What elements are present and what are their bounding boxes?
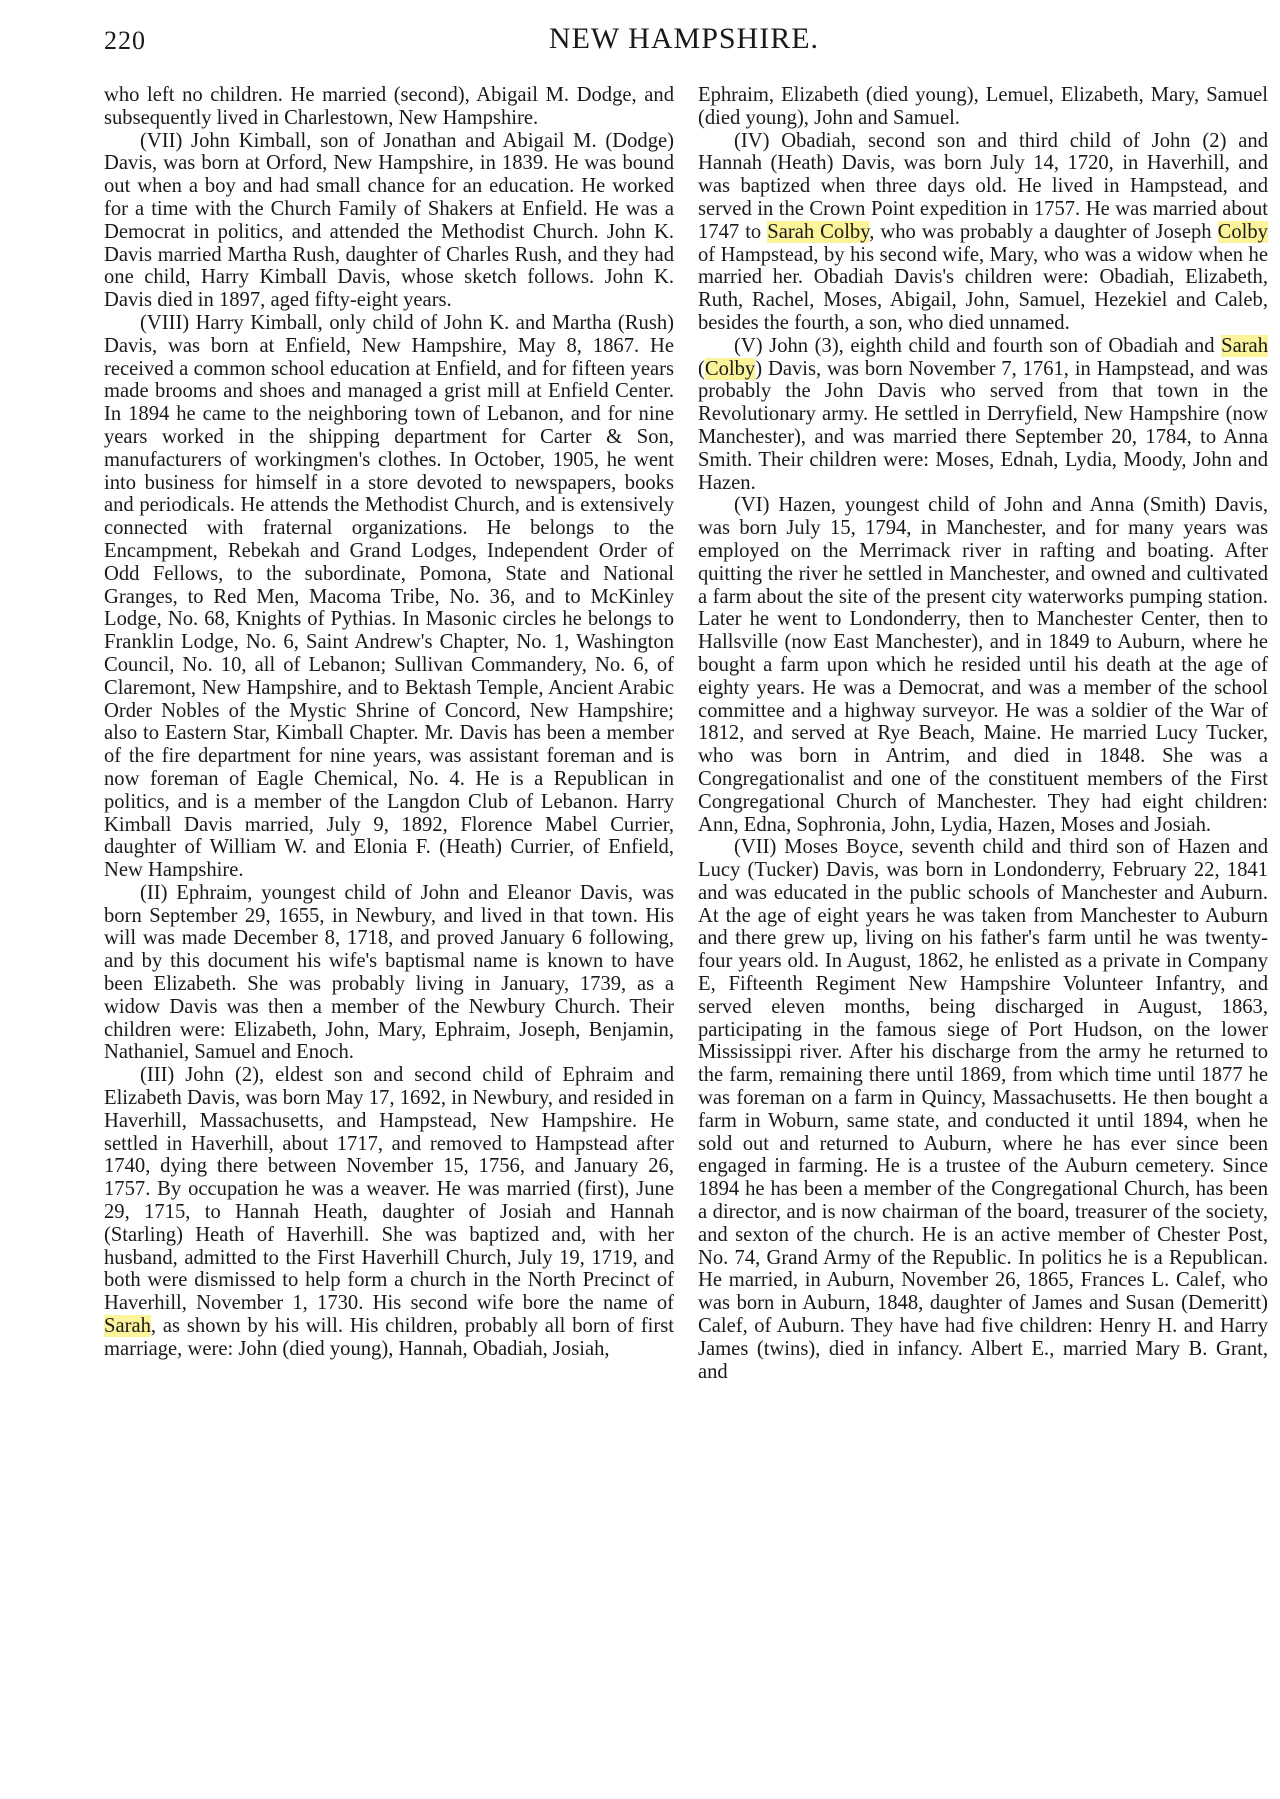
text-run: , who was probably a daughter of Joseph: [869, 220, 1212, 243]
paragraph: (VII) Moses Boyce, seventh child and third son of Hazen and Lucy (Tucker) Davis, was born in Londonderry, February 22, 1841 and was educated in the public schools of Manchester and Auburn. At the age of eight years he was taken from Manchester to Auburn and there grew up, living on his father's farm until he was twenty-four years old. In August, 1862, he enlisted as a private in Company E, Fifteenth Regiment New Hampshire Volunteer Infantry, and served eleven months, being discharged in August, 1863, participating in the famous siege of Port Hudson, on the lower Mississippi river. After his discharge from the army he returned to the farm, remaining there until 1869, from which time until 1877 he was foreman on a farm in Quincy, Massachusetts. He then bought a farm in Woburn, same state, and conducted it until 1894, when he sold out and returned to Auburn, where he has ever since been engaged in farming. He is a trustee of the Auburn cemetery. Since 1894 he has been a member of the Congregational Church, has been a director, and is now chairman of the board, treasurer of the society, and sexton of the church. He is an active member of Chester Post, No. 74, Grand Army of the Republic. In politics he is a Republican. He married, in Auburn, November 26, 1865, Frances L. Calef, who was born in Auburn, 1848, daughter of James and Susan (Demeritt) Calef, of Auburn. They have had five children: Henry H. and Harry James (twins), died in infancy. Albert E., married Mary B. Grant, and: [698, 836, 1268, 1383]
running-head: NEW HAMPSHIRE.: [548, 22, 820, 55]
right-column: [698, 84, 1268, 1383]
highlighted-name: Sarah: [1221, 334, 1268, 357]
paragraph: (VIII) Harry Kimball, only child of John K. and Martha (Rush) Davis, was born at Enfield, New Hampshire, May 8, 1867. He received a common school education at Enfield, and for fifteen years made brooms and shoes and managed a grist mill at Enfield Center. In 1894 he came to the neighboring town of Lebanon, and for nine years worked in the shipping department for Carter & Son, manufacturers of workingmen's clothes. In October, 1905, he went into business for himself in a store devoted to newspapers, books and periodicals. He attends the Methodist Church, and is extensively connected with fraternal organizations. He belongs to the Encampment, Rebekah and Grand Lodges, Independent Order of Odd Fellows, to the subordinate, Pomona, State and National Granges, to Red Men, Macoma Tribe, No. 36, and to McKinley Lodge, No. 68, Knights of Pythias. In Masonic circles he belongs to Franklin Lodge, No. 6, Saint Andrew's Chapter, No. 1, Washington Council, No. 10, all of Lebanon; Sullivan Commandery, No. 6, of Claremont, New Hampshire, and to Bektash Temple, Ancient Arabic Order Nobles of the Mystic Shrine of Concord, New Hampshire; also to Eastern Star, Kimball Chapter. Mr. Davis has been a member of the fire department for nine years, was assistant foreman and is now foreman of Eagle Chemical, No. 4. He is a Republican in politics, and is a member of the Langdon Club of Lebanon. Harry Kimball Davis married, July 9, 1892, Florence Mabel Currier, daughter of William W. and Elonia F. (Heath) Currier, of Enfield, New Hampshire.: [104, 311, 674, 882]
highlighted-name: Sarah Colby: [767, 220, 870, 243]
paragraph: [698, 335, 1268, 495]
text-run: ) Davis, was born November 7, 1761, in Hampstead, and was probably the John Davis who served from that town in the Revolutionary army. He settled in Derryfield, New Hampshire (now Manchester), and was married there September 20, 1784, to Anna Smith. Their children were: Moses, Ednah, Lydia, Moody, John and Hazen.: [698, 357, 1268, 494]
paragraph: (VII) John Kimball, son of Jonathan and Abigail M. (Dodge) Davis, was born at Orford, New Hampshire, in 1839. He was bound out when a boy and had small chance for an education. He worked for a time with the Church Family of Shakers at Enfield. He was a Democrat in politics, and attended the Methodist Church. John K. Davis married Martha Rush, daughter of Charles Rush, and they had one child, Harry Kimball Davis, whose sketch follows. John K. Davis died in 1897, aged fifty-eight years.: [104, 129, 674, 312]
paragraph: (II) Ephraim, youngest child of John and Eleanor Davis, was born September 29, 1655, in Newbury, and lived in that town. His will was made December 8, 1718, and proved January 6 following, and by this document his wife's baptismal name is known to have been Elizabeth. She was probably living in January, 1739, as a widow Davis was then a member of the Newbury Church. Their children were: Elizabeth, John, Mary, Ephraim, Joseph, Benjamin, Nathaniel, Samuel and Enoch.: [104, 881, 674, 1064]
left-column: [104, 84, 674, 1361]
text-run: (V) John (3), eighth child and fourth son of Obadiah and: [734, 334, 1215, 357]
paragraph: who left no children. He married (second), Abigail M. Dodge, and subsequently lived in Charlestown, New Hampshire.: [104, 84, 674, 129]
highlighted-name: Colby: [1217, 220, 1268, 243]
text-run: (: [698, 357, 705, 380]
text-run: (III) John (2), eldest son and second child of Ephraim and Elizabeth Davis, was born May 17, 1692, in Newbury, and resided in Haverhill, Massachusetts, and Hampstead, New Hampshire. He settled in Haverhill, about 1717, and removed to Hampstead after 1740, dying there between November 15, 1756, and January 26, 1757. By occupation he was a weaver. He was married (first), June 29, 1715, to Hannah Heath, daughter of Josiah and Hannah (Starling) Heath of Haverhill. She was baptized and, with her husband, admitted to the First Haverhill Church, July 19, 1719, and both were dismissed to help form a church in the North Precinct of Haverhill, November 1, 1730. His second wife bore the name of: [104, 1064, 674, 1315]
text-run: of Hampstead, by his second wife, Mary, who was a widow when he married her. Obadiah Davis's children were: Obadiah, Elizabeth, Ruth, Rachel, Moses, Abigail, John, Samuel, Hezekiel and Caleb, besides the fourth, a son, who died unnamed.: [698, 243, 1268, 334]
paragraph: [698, 130, 1268, 335]
page-number: 220: [104, 26, 146, 55]
paragraph: [104, 1064, 674, 1360]
page-header: [104, 22, 1264, 62]
text-run: , as shown by his will. His children, probably all born of first marriage, were: John (died young), Hannah, Obadiah, Josiah,: [104, 1315, 674, 1360]
highlighted-name: Sarah: [104, 1315, 151, 1338]
paragraph: Ephraim, Elizabeth (died young), Lemuel, Elizabeth, Mary, Samuel (died young), John and Samuel.: [698, 84, 1268, 129]
highlighted-name: Colby: [704, 357, 756, 380]
paragraph: (VI) Hazen, youngest child of John and Anna (Smith) Davis, was born July 15, 1794, in Manchester, and for many years was employed on the Merrimack river in rafting and boating. After quitting the river he settled in Manchester, and owned and cultivated a farm about the site of the present city waterworks pumping station. Later he went to Londonderry, then to Manchester Center, then to Hallsville (now East Manchester), and in 1849 to Auburn, where he bought a farm upon which he resided until his death at the age of eighty years. He was a Democrat, and was a member of the school committee and a highway surveyor. He was a soldier of the War of 1812, and served at Rye Beach, Maine. He married Lucy Tucker, who was born in Antrim, and died in 1848. She was a Congregationalist and one of the constituent members of the First Congregational Church of Manchester. They had eight children: Ann, Edna, Sophronia, John, Lydia, Hazen, Moses and Josiah.: [698, 494, 1268, 836]
text-run: (IV) Obadiah, second son and third child of John (2) and Hannah (Heath) Davis, was born July 14, 1720, in Haverhill, and was baptized when three days old. He lived in Hampstead, and served in the Crown Point expedition in 1757. He was married about 1747 to: [698, 129, 1268, 243]
